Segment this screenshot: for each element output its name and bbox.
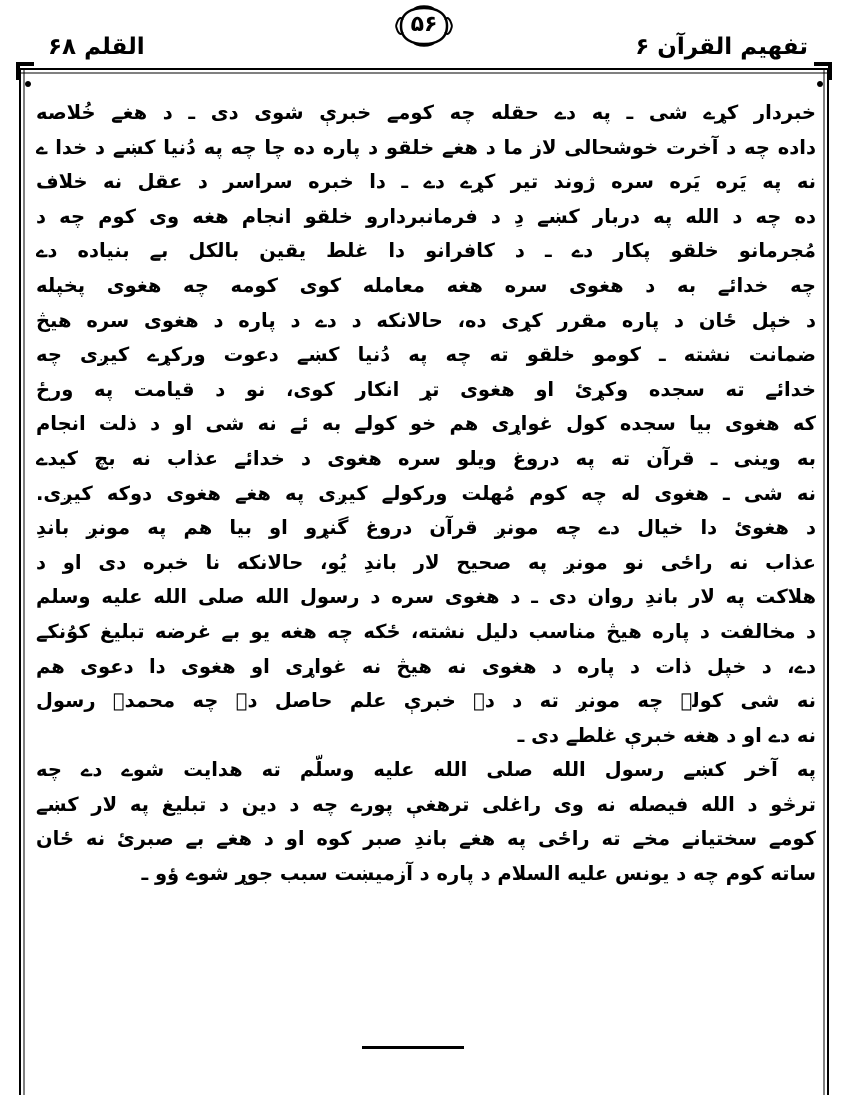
page-number: ۵۶ xyxy=(410,12,438,37)
text-line: به وینی ـ قرآن ته په دروغ ویلو سره هغوی د خدائے عذاب نه بچ کیدے xyxy=(36,446,816,470)
text-line: نه په یَره یَره سره ژوند تیر کړے دے ـ دا خبره سراسر د عقل نه خلاف xyxy=(36,170,816,194)
text-line: دے، د خپل ذات د پاره د هغوی نه هیڅ نه غواړی او هغوی دا دعوی هم xyxy=(36,654,816,678)
text-line: خبردار کړے شی ـ په دے حقله چه کومے خبرې شوی دی ـ د هغے خُلاصه xyxy=(36,101,816,124)
text-line: د مخالفت د پاره هیڅ مناسب دلیل نشته، ځکه چه هغه یو بے غرضه تبلیغ کوُنکے xyxy=(36,619,816,643)
text-line: چه خدائے به د هغوی سره هغه معامله کوی کومه چه هغوی پخپله xyxy=(36,273,816,297)
text-line: هلاکت په لار باندِ روان دی ـ د هغوی سره د رسول الله صلی الله علیه وسلم xyxy=(36,585,816,609)
text-line: کومے سختیانے مخے ته راځی په هغے باندِ صبر کوه او د هغے بے صبرئ نه ځان xyxy=(36,827,816,851)
text-line: نه شی ـ هغوی له چه کوم مُهلت ورکولے کیږی په هغے هغوی دوکه کیږی. xyxy=(36,481,816,505)
text-line: عذاب نه راځی نو مونږ په صحیح لار باندِ یُو، حالانکه نا خبره دی او د xyxy=(36,550,816,574)
end-separator xyxy=(362,1046,464,1049)
text-line: که هغوی بیا سجده کول غواړی هم خو کولے به ئے نه شی او د ذلت انجام xyxy=(36,412,816,436)
surah-reference: القلم ۶۸ xyxy=(48,34,145,60)
text-line: ضمانت نشته ـ کومو خلقو ته چه په دُنیا کښے دعوت ورکړے کیږی چه xyxy=(36,343,816,367)
body-text xyxy=(36,96,816,996)
text-line: نه دے او د هغه خبرې غلطے دی ـ xyxy=(517,723,816,747)
text-line: مُجرمانو خلقو پکار دے ـ د کافرانو دا غلط یقین بالکل بے بنیاده دے xyxy=(36,239,816,263)
page-number-ornament xyxy=(393,4,455,48)
text-line: ده چه د الله په دربار کښے دِ د فرمانبردارو خلقو انجام هغه وی کوم چه د xyxy=(36,204,816,228)
text-line: ساته کوم چه د یونس علیه السلام د پاره د آزمیښت سبب جوړ شوے ؤو ـ xyxy=(141,862,816,886)
text-line: خدائے ته سجده وکړئ او هغوی تړ انکار کوی، نو د قیامت په ورځ xyxy=(36,377,816,401)
book-title: تفهیم القرآن ۶ xyxy=(635,34,808,60)
text-line: په آخر کښے رسول الله صلی الله علیه وسلّم ته هدایت شوے دے چه xyxy=(36,758,816,782)
text-line: نه شی کولے چه مونږ ته د دے خبرې علم حاصل دے چه محمدؐ رسول xyxy=(36,689,816,713)
text-line: د هغوئ دا خیال دے چه مونږ قرآن دروغ گنړو او بیا هم په مونږ باندِ xyxy=(36,516,816,540)
text-line: ترڅو د الله فیصله نه وی راغلی ترهغې پورے چه د دین د تبلیغ په لار کښے xyxy=(36,792,816,816)
text-line: د خپل ځان د پاره مقرر کړی ده، حالانکه د دے د پاره د هغوی سره هیڅ xyxy=(36,308,816,332)
text-line: داده چه د آخرت خوشحالی لاز ما د هغے خلقو د پاره ده چا چه په دُنیا کښے د خدا ے xyxy=(36,135,816,159)
